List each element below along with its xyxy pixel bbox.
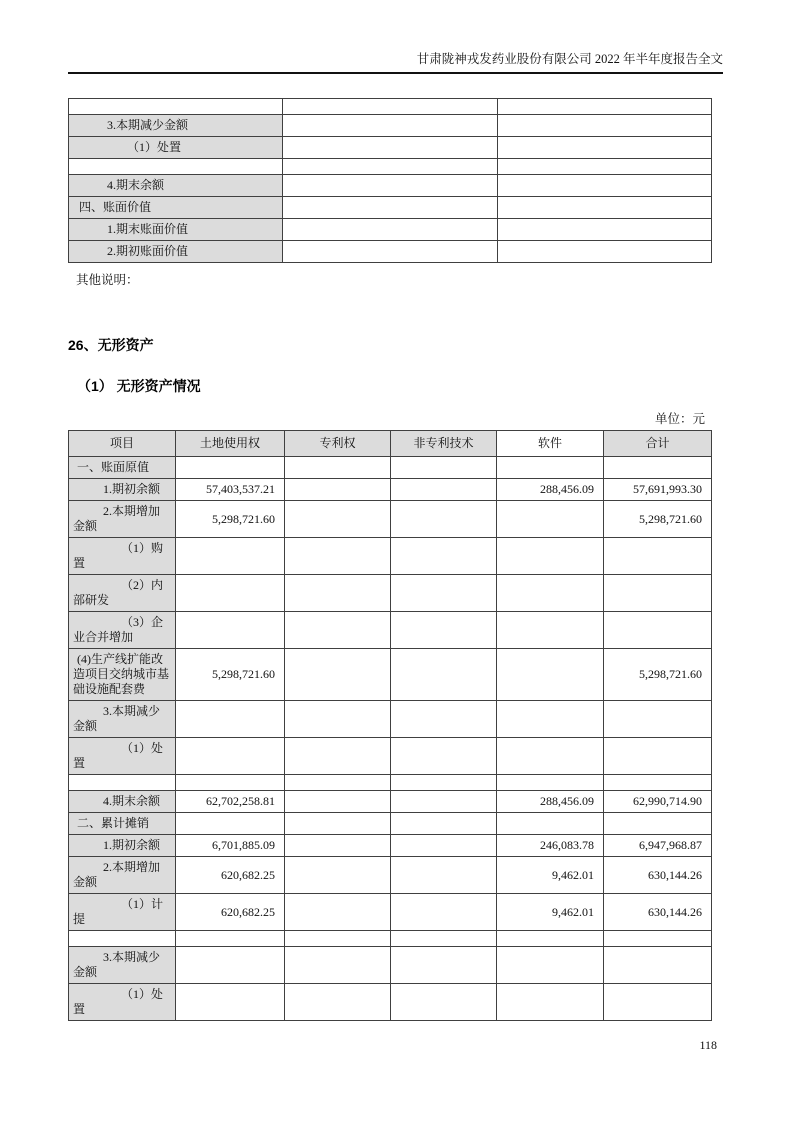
value-cell	[283, 115, 498, 137]
value-cell	[176, 813, 285, 835]
row-label-cell: （1）处置	[69, 137, 283, 159]
table-row	[69, 649, 712, 701]
row-label-cell: 3.本期减少金额	[69, 115, 283, 137]
row-label-cell: （1）处置	[69, 738, 176, 775]
value-cell: 5,298,721.60	[604, 501, 712, 538]
value-cell	[285, 457, 391, 479]
value-cell: 57,403,537.21	[176, 479, 285, 501]
table-row	[69, 947, 712, 984]
value-cell	[498, 197, 712, 219]
value-cell	[604, 984, 712, 1021]
value-cell: 288,456.09	[497, 479, 604, 501]
column-header: 土地使用权	[176, 431, 285, 457]
row-label-cell: 1.期末账面价值	[69, 219, 283, 241]
value-cell	[285, 835, 391, 857]
row-label-cell: 2.期初账面价值	[69, 241, 283, 263]
value-cell	[498, 159, 712, 175]
value-cell	[285, 538, 391, 575]
column-header: 项目	[69, 431, 176, 457]
table-row	[69, 501, 712, 538]
row-label-cell	[69, 159, 283, 175]
value-cell	[497, 457, 604, 479]
value-cell: 6,701,885.09	[176, 835, 285, 857]
row-label-cell: （2）内部研发	[69, 575, 176, 612]
table-row	[69, 984, 712, 1021]
value-cell	[283, 197, 498, 219]
value-cell	[391, 479, 497, 501]
value-cell	[391, 894, 497, 931]
value-cell	[176, 701, 285, 738]
value-cell: 5,298,721.60	[176, 649, 285, 701]
row-label-cell: （3）企业合并增加	[69, 612, 176, 649]
value-cell: 246,083.78	[497, 835, 604, 857]
value-cell	[391, 575, 497, 612]
value-cell	[391, 947, 497, 984]
value-cell	[285, 775, 391, 791]
subsection-title: （1） 无形资产情况	[77, 378, 201, 394]
intangible-assets-table-head	[69, 431, 712, 457]
value-cell	[391, 857, 497, 894]
value-cell	[285, 931, 391, 947]
value-cell: 630,144.26	[604, 894, 712, 931]
table-row	[69, 457, 712, 479]
column-header: 软件	[497, 431, 604, 457]
value-cell: 5,298,721.60	[176, 501, 285, 538]
table-row	[69, 835, 712, 857]
value-cell	[604, 575, 712, 612]
carryover-table	[68, 98, 712, 263]
value-cell: 62,702,258.81	[176, 791, 285, 813]
column-header: 合计	[604, 431, 712, 457]
page-number: 118	[699, 1038, 717, 1052]
value-cell	[283, 159, 498, 175]
value-cell: 620,682.25	[176, 894, 285, 931]
header-row	[69, 431, 712, 457]
value-cell	[285, 894, 391, 931]
intangible-assets-table-body	[69, 457, 712, 1021]
value-cell	[285, 984, 391, 1021]
row-label-cell: (4)生产线扩能改造项目交纳城市基础设施配套费	[69, 649, 176, 701]
unit-label: 单位：元	[654, 412, 705, 426]
table-row	[69, 137, 712, 159]
value-cell	[176, 612, 285, 649]
document-header-title: 甘肃陇神戎发药业股份有限公司 2022 年半年度报告全文	[68, 0, 723, 74]
value-cell	[176, 984, 285, 1021]
value-cell: 6,947,968.87	[604, 835, 712, 857]
table-row	[69, 791, 712, 813]
value-cell	[604, 457, 712, 479]
value-cell	[498, 137, 712, 159]
table-row	[69, 479, 712, 501]
row-label-cell: 2.本期增加金额	[69, 501, 176, 538]
value-cell	[283, 219, 498, 241]
value-cell	[497, 501, 604, 538]
table-row	[69, 197, 712, 219]
table-row	[69, 99, 712, 115]
section-title: 26、无形资产	[68, 337, 154, 353]
row-label-cell: （1）处置	[69, 984, 176, 1021]
row-label-cell	[69, 775, 176, 791]
value-cell	[285, 575, 391, 612]
value-cell	[604, 612, 712, 649]
table-row	[69, 813, 712, 835]
row-label-cell: 4.期末余额	[69, 791, 176, 813]
value-cell	[497, 738, 604, 775]
value-cell	[285, 612, 391, 649]
value-cell	[285, 857, 391, 894]
value-cell	[391, 984, 497, 1021]
row-label-cell: 1.期初余额	[69, 479, 176, 501]
value-cell	[497, 649, 604, 701]
value-cell: 620,682.25	[176, 857, 285, 894]
value-cell	[497, 984, 604, 1021]
value-cell	[604, 947, 712, 984]
value-cell	[391, 501, 497, 538]
value-cell	[285, 701, 391, 738]
table-row	[69, 219, 712, 241]
value-cell	[604, 813, 712, 835]
value-cell	[497, 947, 604, 984]
value-cell	[497, 538, 604, 575]
table-row	[69, 857, 712, 894]
value-cell	[498, 115, 712, 137]
value-cell	[604, 701, 712, 738]
column-header: 专利权	[285, 431, 391, 457]
table-row	[69, 894, 712, 931]
value-cell	[283, 137, 498, 159]
value-cell	[498, 219, 712, 241]
table-row	[69, 175, 712, 197]
value-cell: 9,462.01	[497, 857, 604, 894]
value-cell	[391, 813, 497, 835]
value-cell	[283, 241, 498, 263]
carryover-table-body	[69, 99, 712, 263]
value-cell	[176, 538, 285, 575]
value-cell: 57,691,993.30	[604, 479, 712, 501]
value-cell	[285, 501, 391, 538]
value-cell	[498, 241, 712, 263]
value-cell	[391, 701, 497, 738]
value-cell	[285, 649, 391, 701]
value-cell	[285, 738, 391, 775]
value-cell	[497, 775, 604, 791]
table-row	[69, 738, 712, 775]
value-cell	[497, 701, 604, 738]
value-cell	[391, 457, 497, 479]
value-cell	[497, 612, 604, 649]
value-cell	[285, 791, 391, 813]
table-row	[69, 701, 712, 738]
value-cell	[285, 947, 391, 984]
table-row	[69, 575, 712, 612]
table-row	[69, 538, 712, 575]
other-notes-label: 其他说明：	[76, 273, 139, 287]
value-cell	[391, 835, 497, 857]
value-cell	[604, 775, 712, 791]
value-cell	[176, 457, 285, 479]
row-label-cell: （1）计提	[69, 894, 176, 931]
row-label-cell: 4.期末余额	[69, 175, 283, 197]
value-cell	[391, 775, 497, 791]
value-cell	[391, 738, 497, 775]
value-cell	[283, 99, 498, 115]
value-cell	[604, 931, 712, 947]
row-label-cell	[69, 931, 176, 947]
table-row	[69, 159, 712, 175]
value-cell	[391, 538, 497, 575]
value-cell	[176, 738, 285, 775]
value-cell	[391, 649, 497, 701]
value-cell	[176, 775, 285, 791]
value-cell	[176, 931, 285, 947]
row-label-cell: 2.本期增加金额	[69, 857, 176, 894]
table-row	[69, 612, 712, 649]
value-cell	[176, 575, 285, 612]
row-label-cell: 3.本期减少金额	[69, 701, 176, 738]
row-label-cell: 3.本期减少金额	[69, 947, 176, 984]
value-cell	[604, 738, 712, 775]
row-label-cell: 一、账面原值	[69, 457, 176, 479]
value-cell	[283, 175, 498, 197]
value-cell: 288,456.09	[497, 791, 604, 813]
row-label-cell: 二、累计摊销	[69, 813, 176, 835]
value-cell	[498, 175, 712, 197]
value-cell	[497, 931, 604, 947]
value-cell	[391, 931, 497, 947]
row-label-cell	[69, 99, 283, 115]
value-cell	[391, 612, 497, 649]
value-cell	[498, 99, 712, 115]
value-cell	[285, 479, 391, 501]
value-cell	[497, 575, 604, 612]
value-cell	[176, 947, 285, 984]
value-cell: 5,298,721.60	[604, 649, 712, 701]
value-cell: 630,144.26	[604, 857, 712, 894]
value-cell	[285, 813, 391, 835]
value-cell: 9,462.01	[497, 894, 604, 931]
row-label-cell: （1）购置	[69, 538, 176, 575]
table-row	[69, 241, 712, 263]
column-header: 非专利技术	[391, 431, 497, 457]
table-row	[69, 931, 712, 947]
table-row	[69, 115, 712, 137]
value-cell	[497, 813, 604, 835]
value-cell: 62,990,714.90	[604, 791, 712, 813]
table-row	[69, 775, 712, 791]
row-label-cell: 1.期初余额	[69, 835, 176, 857]
value-cell	[391, 791, 497, 813]
value-cell	[604, 538, 712, 575]
row-label-cell: 四、账面价值	[69, 197, 283, 219]
intangible-assets-table	[68, 430, 712, 1021]
